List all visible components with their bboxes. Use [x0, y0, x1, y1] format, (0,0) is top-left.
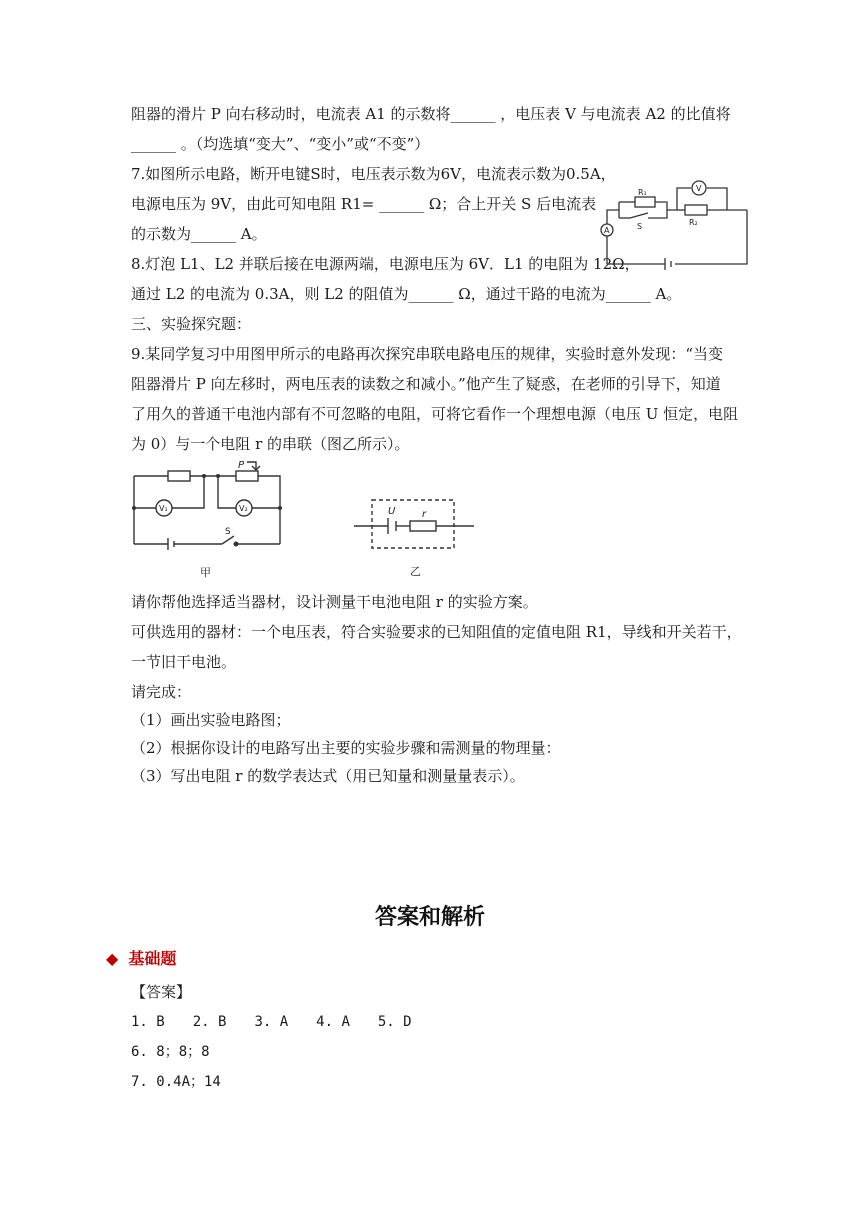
answer-row-2: 6. 8；8；8	[131, 1044, 210, 1060]
section-heading-experiment: 三、实验探究题：	[131, 315, 252, 333]
question-9-line-5: 请你帮他选择适当器材，设计测量干电池电阻 r 的实验方案。	[131, 593, 538, 611]
answers-heading: 答案和解析	[374, 905, 485, 930]
diamond-bullet-icon: ◆	[106, 949, 119, 968]
question-9-line-1: 9.某同学复习中用图甲所示的电路再次探究串联电路电压的规律，实验时意外发现：“当变	[131, 345, 723, 363]
circuit-figure-jia	[128, 458, 296, 583]
label-voltmeter: V	[696, 184, 702, 193]
answer-4: 4. A	[316, 1014, 350, 1030]
question-9-line-3: 了用久的普通干电池内部有不可忽略的电阻，可将它看作一个理想电源（电压 U 恒定，电阻	[131, 405, 739, 423]
text-line-1: 阻器的滑片 P 向右移动时，电流表 A1 的示数将______ ，电压表 V 与电流表 A2 的比值将	[131, 105, 731, 123]
question-7-line-2: 电源电压为 9V，由此可知电阻 R1= ______ Ω；合上开关 S 后电流表	[131, 195, 597, 213]
answer-2: 2. B	[192, 1014, 227, 1030]
question-9-task-1: （1）画出实验电路图；	[131, 711, 291, 729]
answer-row-1	[131, 1012, 412, 1032]
question-8-line-1: 8.灯泡 L1、L2 并联后接在电源两端，电源电压为 6V．L1 的电阻为 12Ω，	[131, 255, 640, 273]
circuit-figure-yi	[350, 490, 480, 585]
label-r1: R₁	[638, 188, 647, 197]
label-switch-s: S	[225, 527, 231, 537]
question-8-line-2: 通过 L2 的电流为 0.3A，则 L2 的阻值为______ Ω，通过干路的电流为______ A。	[131, 285, 682, 303]
text-line-2: ______ 。（均选填“变大”、“变小”或“不变”）	[131, 135, 430, 153]
question-9-task-3: （3）写出电阻 r 的数学表达式（用已知量和测量量表示）。	[131, 767, 525, 785]
answer-row-3: 7. 0.4A；14	[131, 1074, 221, 1090]
answer-1: 1. B	[131, 1014, 165, 1030]
caption-jia: 甲	[200, 566, 211, 579]
label-v2: V₂	[239, 504, 248, 513]
circuit-figure-q7	[597, 178, 757, 270]
question-9-task-2: （2）根据你设计的电路写出主要的实验步骤和需测量的物理量：	[131, 739, 561, 757]
label-switch: S	[637, 222, 643, 231]
question-9-line-8: 请完成：	[131, 683, 192, 701]
question-7-line-3: 的示数为______ A。	[131, 225, 267, 243]
question-9-line-2: 阻器滑片 P 向左移时，两电压表的读数之和减小。”他产生了疑惑，在老师的引导下，知道	[131, 375, 721, 393]
answer-label: 【答案】	[131, 983, 192, 1001]
answer-5: 5. D	[377, 1014, 412, 1030]
label-slider-p: P	[238, 460, 245, 471]
label-r2: R₂	[689, 218, 698, 227]
section-basic	[106, 946, 176, 969]
label-u: U	[388, 506, 396, 517]
question-9-line-7: 一节旧干电池。	[131, 653, 237, 671]
answer-3: 3. A	[254, 1014, 289, 1030]
question-7-line-1: 7.如图所示电路，断开电键S时，电压表示数为6V，电流表示数为0.5A，	[131, 165, 616, 183]
question-9-line-6: 可供选用的器材：一个电压表，符合实验要求的已知阻值的定值电阻 R1，导线和开关若干，	[131, 623, 742, 641]
caption-yi: 乙	[410, 565, 421, 578]
section-basic-label: 基础题	[128, 949, 177, 968]
label-v1: V₁	[159, 504, 168, 513]
question-9-line-4: 为 0）与一个电阻 r 的串联（图乙所示）。	[131, 435, 410, 453]
label-ammeter: A	[604, 226, 610, 235]
label-r: r	[422, 509, 427, 520]
